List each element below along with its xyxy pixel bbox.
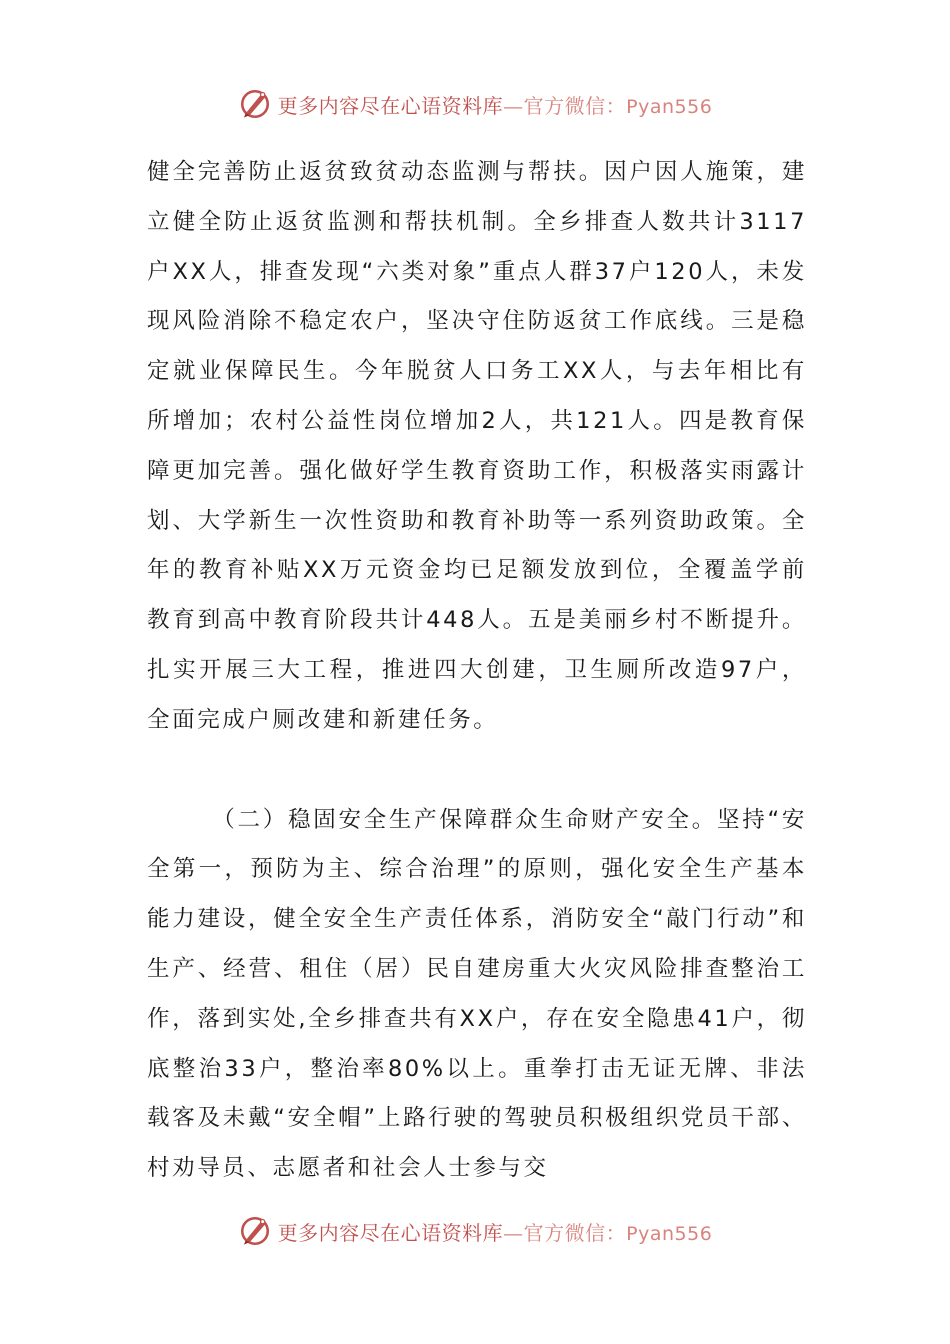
- watermark-text: [278, 1217, 713, 1246]
- pen-circle-logo-icon: [238, 1214, 272, 1248]
- watermark-separator: —: [503, 93, 524, 118]
- pen-circle-logo-icon: [238, 87, 272, 121]
- watermark-id: Pyan556: [626, 1222, 713, 1245]
- footer-watermark: [0, 1211, 950, 1251]
- watermark-separator: —: [503, 1220, 524, 1245]
- paragraph-poverty-monitoring: 健全完善防止返贫致贫动态监测与帮扶。因户因人施策，建立健全防止返贫监测和帮扶机制。全乡排查人数共计3117户XX人，排查发现“六类对象”重点人群37户120人，未发现风险消除不稳定农户，坚决守住防返贫工作底线。三是稳定就业保障民生。今年脱贫人口务工XX人，与去年相比有所增加；农村公益性岗位增加2人，共121人。四是教育保障更加完善。强化做好学生教育资助工作，积极落实雨露计划、大学新生一次性资助和教育补助等一系列资助政策。全年的教育补贴XX万元资金均已足额发放到位，全覆盖学前教育到高中教育阶段共计448人。五是美丽乡村不断提升。扎实开展三大工程，推进四大创建，卫生厕所改造97户，全面完成户厕改建和新建任务。: [147, 159, 807, 733]
- header-watermark: [0, 84, 950, 124]
- document-body: [147, 148, 807, 1194]
- watermark-main: 更多内容尽在心语资料库: [277, 93, 504, 118]
- paragraph-gap: [147, 746, 807, 796]
- watermark-text: [278, 90, 713, 119]
- watermark-label: 官方微信：: [523, 1220, 627, 1245]
- watermark-main: 更多内容尽在心语资料库: [277, 1220, 504, 1245]
- paragraph-safety-production: （二）稳固安全生产保障群众生命财产安全。坚持“安全第一，预防为主、综合治理”的原则，强化安全生产基本能力建设，健全安全生产责任体系，消防安全“敲门行动”和生产、经营、租住（居）民自建房重大火灾风险排查整治工作，落到实处,全乡排查共有XX户，存在安全隐患41户，彻底整治33户，整治率80%以上。重拳打击无证无牌、非法载客及未戴“安全帽”上路行驶的驾驶员积极组织党员干部、村劝导员、志愿者和社会人士参与交: [147, 806, 807, 1182]
- watermark-label: 官方微信：: [523, 93, 627, 118]
- watermark-id: Pyan556: [626, 95, 713, 118]
